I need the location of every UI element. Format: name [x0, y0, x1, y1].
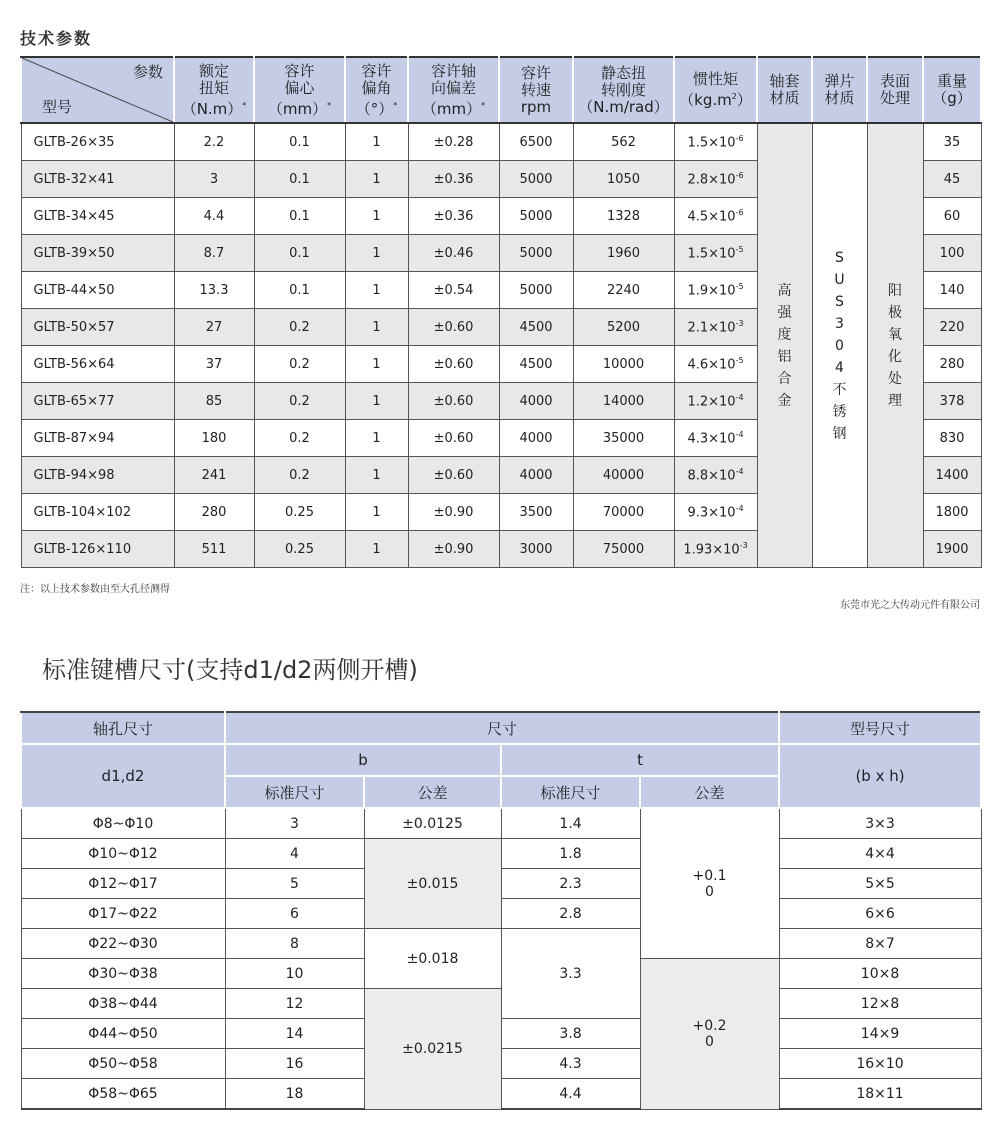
inertia-base: 9.3×10 — [687, 505, 736, 521]
inertia-cell — [674, 346, 757, 383]
b-std-cell: 6 — [225, 899, 364, 929]
inertia-exponent: -4 — [735, 392, 744, 402]
header-disc-material: 弹片 材质 — [812, 57, 867, 123]
axial-cell: ±0.60 — [408, 457, 499, 494]
inertia-cell — [674, 420, 757, 457]
axial-cell: ±0.60 — [408, 420, 499, 457]
ecc-cell: 0.1 — [254, 198, 345, 235]
torque-cell: 241 — [174, 457, 254, 494]
inertia-cell — [674, 309, 757, 346]
ecc-cell: 0.25 — [254, 494, 345, 531]
t-tol-cell: +0.1 0 — [640, 808, 779, 959]
inertia-base: 1.2×10 — [687, 394, 736, 410]
inertia-exponent: -5 — [735, 281, 744, 291]
t-std-cell: 1.8 — [501, 839, 640, 869]
b-std-cell: 18 — [225, 1079, 364, 1110]
inertia-exponent: -4 — [735, 503, 744, 513]
ecc-cell: 0.2 — [254, 346, 345, 383]
header-t: t — [501, 744, 779, 776]
rpm-cell: 4000 — [499, 383, 573, 420]
rpm-cell: 5000 — [499, 161, 573, 198]
torque-cell: 13.3 — [174, 272, 254, 309]
torque-cell: 37 — [174, 346, 254, 383]
stiff-cell: 1960 — [573, 235, 674, 272]
axial-cell: ±0.90 — [408, 494, 499, 531]
b-std-cell: 12 — [225, 989, 364, 1019]
stiff-cell: 14000 — [573, 383, 674, 420]
ecc-cell: 0.1 — [254, 235, 345, 272]
b-std-cell: 5 — [225, 869, 364, 899]
inertia-exponent: -4 — [735, 466, 744, 476]
inertia-base: 1.93×10 — [683, 542, 740, 558]
axial-cell: ±0.60 — [408, 309, 499, 346]
stiff-cell: 10000 — [573, 346, 674, 383]
torque-cell: 27 — [174, 309, 254, 346]
inertia-cell — [674, 457, 757, 494]
header-t-std: 标准尺寸 — [501, 776, 640, 808]
rpm-cell: 4500 — [499, 346, 573, 383]
inertia-exponent: -5 — [735, 355, 744, 365]
header-b-std: 标准尺寸 — [225, 776, 364, 808]
stiff-cell: 1328 — [573, 198, 674, 235]
axial-cell: ±0.36 — [408, 161, 499, 198]
axial-cell: ±0.60 — [408, 346, 499, 383]
hub-material-cell: 高 强 度 铝 合 金 — [757, 123, 812, 568]
header-bh: (b x h) — [779, 744, 981, 808]
b-tol-cell: ±0.015 — [364, 839, 501, 929]
keyway-table — [20, 711, 982, 1110]
angle-cell: 1 — [345, 494, 408, 531]
angle-cell: 1 — [345, 123, 408, 161]
header-t-tol: 公差 — [640, 776, 779, 808]
spec-table — [20, 56, 982, 568]
company-name: 东莞市光之大传动元件有限公司 — [840, 600, 980, 611]
inertia-cell — [674, 383, 757, 420]
weight-cell: 60 — [923, 198, 981, 235]
inertia-base: 2.8×10 — [687, 172, 736, 188]
rpm-cell: 4000 — [499, 420, 573, 457]
weight-cell: 1800 — [923, 494, 981, 531]
axial-cell: ±0.36 — [408, 198, 499, 235]
rpm-cell: 4500 — [499, 309, 573, 346]
keyway-row — [21, 929, 981, 959]
rpm-cell: 6500 — [499, 123, 573, 161]
b-std-cell: 3 — [225, 808, 364, 839]
model-cell: GLTB-50×57 — [21, 309, 174, 346]
ecc-cell: 0.2 — [254, 457, 345, 494]
bore-cell: Φ22~Φ30 — [21, 929, 225, 959]
inertia-cell — [674, 123, 757, 161]
model-cell: GLTB-94×98 — [21, 457, 174, 494]
inertia-base: 4.3×10 — [687, 431, 736, 447]
model-cell: GLTB-65×77 — [21, 383, 174, 420]
ecc-cell: 0.1 — [254, 272, 345, 309]
angle-cell: 1 — [345, 309, 408, 346]
b-std-cell: 16 — [225, 1049, 364, 1079]
header-eccentricity: 容许 偏心 （mm）* — [254, 57, 345, 123]
angle-cell: 1 — [345, 272, 408, 309]
corner-model-label: 型号 — [42, 98, 73, 116]
keyway-row — [21, 899, 981, 929]
inertia-cell — [674, 531, 757, 568]
t-std-cell: 4.3 — [501, 1049, 640, 1079]
ecc-cell: 0.1 — [254, 161, 345, 198]
inertia-exponent: -6 — [735, 207, 744, 217]
header-angle: 容许 偏角 （°）* — [345, 57, 408, 123]
bore-cell: Φ8~Φ10 — [21, 808, 225, 839]
model-cell: GLTB-56×64 — [21, 346, 174, 383]
angle-cell: 1 — [345, 383, 408, 420]
weight-cell: 140 — [923, 272, 981, 309]
keyway-header-row-2 — [21, 744, 981, 776]
header-weight: 重量 （g） — [923, 57, 981, 123]
torque-cell: 511 — [174, 531, 254, 568]
rpm-cell: 4000 — [499, 457, 573, 494]
header-inertia: 惯性矩 $(kg.m^2)$ — [674, 57, 757, 123]
axial-cell: ±0.60 — [408, 383, 499, 420]
inertia-cell — [674, 161, 757, 198]
axial-cell: ±0.28 — [408, 123, 499, 161]
inertia-cell — [674, 272, 757, 309]
torque-cell: 4.4 — [174, 198, 254, 235]
weight-cell: 830 — [923, 420, 981, 457]
spec-row — [21, 123, 981, 161]
stiff-cell: 70000 — [573, 494, 674, 531]
corner-header — [21, 57, 174, 123]
angle-cell: 1 — [345, 235, 408, 272]
bh-cell: 14×9 — [779, 1019, 981, 1049]
bh-cell: 12×8 — [779, 989, 981, 1019]
header-b-tol: 公差 — [364, 776, 501, 808]
torque-cell: 3 — [174, 161, 254, 198]
weight-cell: 220 — [923, 309, 981, 346]
t-std-cell: 1.4 — [501, 808, 640, 839]
inertia-base: 2.1×10 — [687, 320, 736, 336]
header-rpm: 容许 转速 rpm — [499, 57, 573, 123]
bh-cell: 16×10 — [779, 1049, 981, 1079]
torque-cell: 180 — [174, 420, 254, 457]
bh-cell: 4×4 — [779, 839, 981, 869]
stiff-cell: 40000 — [573, 457, 674, 494]
inertia-base: 1.5×10 — [687, 246, 736, 262]
inertia-base: 4.5×10 — [687, 209, 736, 225]
t-std-cell: 2.8 — [501, 899, 640, 929]
model-cell: GLTB-87×94 — [21, 420, 174, 457]
inertia-exponent: -3 — [735, 318, 744, 328]
axial-cell: ±0.54 — [408, 272, 499, 309]
surface-treatment-cell: 阳 极 氧 化 处 理 — [867, 123, 923, 568]
header-size: 尺寸 — [225, 712, 779, 744]
keyway-section-title: 标准键槽尺寸(支持d1/d2两侧开槽) — [42, 656, 418, 684]
spec-note: 注：以上技术参数由至大孔径测得 — [20, 584, 170, 595]
angle-cell: 1 — [345, 198, 408, 235]
bore-cell: Φ50~Φ58 — [21, 1049, 225, 1079]
header-model-size: 型号尺寸 — [779, 712, 981, 744]
b-std-cell: 10 — [225, 959, 364, 989]
inertia-cell — [674, 235, 757, 272]
stiff-cell: 75000 — [573, 531, 674, 568]
bh-cell: 18×11 — [779, 1079, 981, 1110]
ecc-cell: 0.2 — [254, 420, 345, 457]
header-stiffness: 静态扭 转刚度 （N.m/rad） — [573, 57, 674, 123]
stiff-cell: 562 — [573, 123, 674, 161]
stiff-cell: 35000 — [573, 420, 674, 457]
t-std-cell: 4.4 — [501, 1079, 640, 1110]
t-std-cell: 3.8 — [501, 1019, 640, 1049]
inertia-exponent: -4 — [735, 429, 744, 439]
keyway-row — [21, 839, 981, 869]
inertia-exponent: -6 — [735, 170, 744, 180]
header-hub-material: 轴套 材质 — [757, 57, 812, 123]
model-cell: GLTB-104×102 — [21, 494, 174, 531]
bore-cell: Φ12~Φ17 — [21, 869, 225, 899]
bh-cell: 3×3 — [779, 808, 981, 839]
model-cell: GLTB-32×41 — [21, 161, 174, 198]
header-torque: 额定 扭矩 （N.m）* — [174, 57, 254, 123]
spec-header-row — [21, 57, 981, 123]
weight-cell: 1400 — [923, 457, 981, 494]
inertia-exponent: -5 — [735, 244, 744, 254]
bh-cell: 6×6 — [779, 899, 981, 929]
corner-param-label: 参数 — [132, 63, 163, 81]
bh-cell: 5×5 — [779, 869, 981, 899]
ecc-cell: 0.1 — [254, 123, 345, 161]
torque-cell: 2.2 — [174, 123, 254, 161]
inertia-base: 1.9×10 — [687, 283, 736, 299]
inertia-base: 1.5×10 — [687, 135, 736, 151]
model-cell: GLTB-126×110 — [21, 531, 174, 568]
weight-cell: 45 — [923, 161, 981, 198]
keyway-row — [21, 869, 981, 899]
stiff-cell: 5200 — [573, 309, 674, 346]
t-tol-cell: +0.2 0 — [640, 959, 779, 1110]
bh-cell: 8×7 — [779, 929, 981, 959]
keyway-row — [21, 1049, 981, 1079]
bh-cell: 10×8 — [779, 959, 981, 989]
rpm-cell: 5000 — [499, 198, 573, 235]
inertia-exponent: -3 — [739, 540, 748, 550]
header-bore: 轴孔尺寸 — [21, 712, 225, 744]
disc-material-cell: S U S 3 0 4 不 锈 钢 — [812, 123, 867, 568]
weight-cell: 1900 — [923, 531, 981, 568]
ecc-cell: 0.25 — [254, 531, 345, 568]
ecc-cell: 0.2 — [254, 383, 345, 420]
keyway-row — [21, 1019, 981, 1049]
angle-cell: 1 — [345, 420, 408, 457]
keyway-row — [21, 808, 981, 839]
model-cell: GLTB-26×35 — [21, 123, 174, 161]
bore-cell: Φ10~Φ12 — [21, 839, 225, 869]
torque-cell: 8.7 — [174, 235, 254, 272]
model-cell: GLTB-39×50 — [21, 235, 174, 272]
b-std-cell: 14 — [225, 1019, 364, 1049]
bore-cell: Φ38~Φ44 — [21, 989, 225, 1019]
b-tol-cell: ±0.0125 — [364, 808, 501, 839]
angle-cell: 1 — [345, 161, 408, 198]
b-tol-cell: ±0.0215 — [364, 989, 501, 1110]
stiff-cell: 1050 — [573, 161, 674, 198]
angle-cell: 1 — [345, 346, 408, 383]
b-std-cell: 8 — [225, 929, 364, 959]
t-std-cell: 2.3 — [501, 869, 640, 899]
b-std-cell: 4 — [225, 839, 364, 869]
model-cell: GLTB-44×50 — [21, 272, 174, 309]
inertia-base: 8.8×10 — [687, 468, 736, 484]
weight-cell: 35 — [923, 123, 981, 161]
t-std-cell: 3.3 — [501, 929, 640, 1019]
header-surface: 表面 处理 — [867, 57, 923, 123]
axial-cell: ±0.90 — [408, 531, 499, 568]
weight-cell: 100 — [923, 235, 981, 272]
bore-cell: Φ44~Φ50 — [21, 1019, 225, 1049]
b-tol-cell: ±0.018 — [364, 929, 501, 989]
weight-cell: 280 — [923, 346, 981, 383]
weight-cell: 378 — [923, 383, 981, 420]
rpm-cell: 5000 — [499, 272, 573, 309]
bore-cell: Φ30~Φ38 — [21, 959, 225, 989]
header-axial: 容许轴 向偏差 （mm）* — [408, 57, 499, 123]
ecc-cell: 0.2 — [254, 309, 345, 346]
bore-cell: Φ58~Φ65 — [21, 1079, 225, 1110]
bore-cell: Φ17~Φ22 — [21, 899, 225, 929]
torque-cell: 85 — [174, 383, 254, 420]
stiff-cell: 2240 — [573, 272, 674, 309]
axial-cell: ±0.46 — [408, 235, 499, 272]
inertia-exponent: -6 — [735, 133, 744, 143]
keyway-header-row-1 — [21, 712, 981, 744]
header-bore-sub: d1,d2 — [21, 744, 225, 808]
rpm-cell: 5000 — [499, 235, 573, 272]
torque-cell: 280 — [174, 494, 254, 531]
inertia-cell — [674, 198, 757, 235]
model-cell: GLTB-34×45 — [21, 198, 174, 235]
rpm-cell: 3500 — [499, 494, 573, 531]
header-b: b — [225, 744, 501, 776]
rpm-cell: 3000 — [499, 531, 573, 568]
inertia-cell — [674, 494, 757, 531]
angle-cell: 1 — [345, 457, 408, 494]
angle-cell: 1 — [345, 531, 408, 568]
keyway-row — [21, 1079, 981, 1110]
inertia-base: 4.6×10 — [687, 357, 736, 373]
spec-section-title: 技术参数 — [20, 29, 93, 48]
